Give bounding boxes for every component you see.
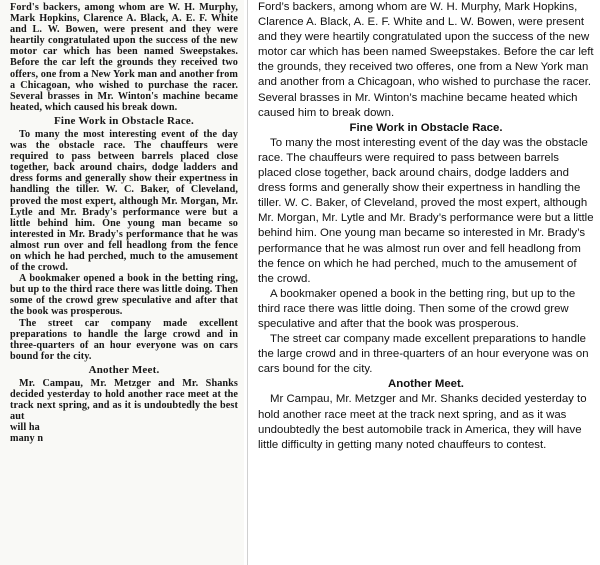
scan-obstacle-paragraph-1: To many the most interesting event of the day was the obstacle race. The chauffeurs were required to pass between barrels placed close together, back around chairs, dodge ladders and dress forms and generally show their expertness in handling the tiller. W. C. Baker, of Cleveland, proved the most expert, although Mr. Morgan, Mr. Lytle and Mr. Brady's performance were but a little behind him. One young man became so interested in Mr. Brady's performance that he was almost run over and fell headlong from the fence on which he had perched, much to the amusement of the crowd.	[10, 128, 238, 274]
obstacle-paragraph-2: A bookmaker opened a book in the betting ring, but up to the third race there was little doing. Then some of the crowd grew speculative and after that the book was prosperous.	[258, 287, 576, 330]
scan-meet-paragraph: Mr. Campau, Mr. Metzger and Mr. Shanks decided yesterday to hold another race meet at the track next spring, and as it is undoubtedly the best aut	[10, 377, 238, 423]
newspaper-scan	[0, 0, 244, 565]
heading-obstacle-race: Fine Work in Obstacle Race.	[349, 121, 503, 134]
obstacle-paragraph-3: The street car company made excellent preparations to handle the large crowd and in three-quarters of an hour everyone was on cars bound for the city.	[258, 333, 589, 376]
scan-meet-tail-line-2: many n	[10, 433, 44, 445]
scan-obstacle-paragraph-2: A bookmaker opened a book in the betting ring, but up to the third race there was little doing. Then some of the crowd grew speculative and after that the book was prosperous.	[10, 273, 238, 318]
scan-intro-paragraph: Ford's backers, among whom are W. H. Murphy, Mark Hopkins, Clarence A. Black, A. E. F. White and L. W. Bowen, were present and they were heartily congratulated upon the success of the new motor car which has been named Sweepstakes. Before the car left the grounds they received two offers, one from a New York man and another from a Chicagoan, who wished to purchase the racer. Several brasses in Mr. Winton's machine became heated, which caused his break down.	[10, 2, 238, 113]
meet-paragraph: Mr Campau, Mr. Metzger and Mr. Shanks decided yesterday to hold another race meet at the track next spring, and as it was undoubtedly the best automobile track in America, they will have little difficulty in getting many noted chauffeurs to contest.	[258, 393, 587, 451]
column-divider	[247, 0, 248, 565]
obstacle-paragraph-1: To many the most interesting event of the day was the obstacle race. The chauffeurs were required to pass between barrels placed close together, back around chairs, dodge ladders and dress forms and generally show their expertness in handling the tiller. W. C. Baker, of Cleveland, proved the most expert, although Mr. Morgan, Mr. Lytle and Mr. Brady’s performance were but a little behind him. One young man became so interested in Mr. Brady’s performance that he was almost run over and fell headlong from the fence on which he had perched, much to the amusement of the crowd.	[258, 136, 594, 285]
heading-another-meet: Another Meet.	[388, 378, 464, 391]
scan-heading-obstacle-race: Fine Work in Obstacle Race.	[54, 114, 194, 127]
scan-heading-another-meet: Another Meet.	[88, 363, 160, 376]
scan-meet-tail-line-1: will ha	[10, 422, 40, 434]
intro-paragraph: Ford’s backers, among whom are W. H. Murphy, Mark Hopkins, Clarence A. Black, A. E. F. White and L. W. Bowen, were present and they were heartily congratulated upon the success of the new motor car which has been named Sweepstakes. Before the car left the grounds, they received two offeres, one from a New York man and another from a Chicagoan, who wished to purchase the racer. Several brasses in Mr. Winton’s machine became heated which caused him to break down.	[258, 1, 594, 119]
scan-obstacle-paragraph-3: The street car company made excellent preparations to handle the large crowd and in three-quarters of an hour everyone was on cars bound for the city.	[10, 317, 238, 362]
transcription	[258, 0, 594, 453]
